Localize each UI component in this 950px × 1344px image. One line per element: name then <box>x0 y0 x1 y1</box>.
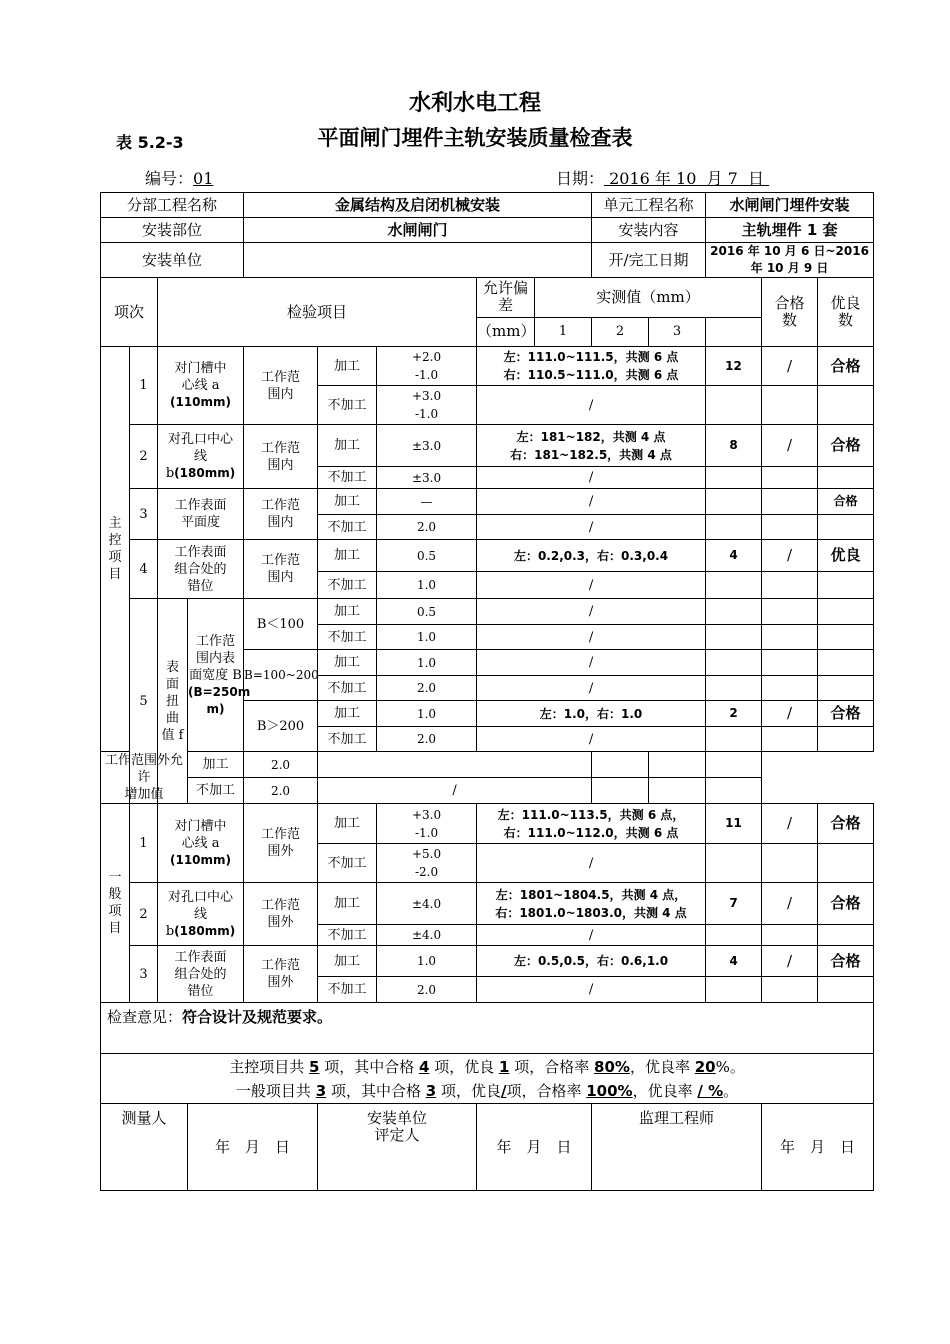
width-range: B=100~200 <box>244 650 318 701</box>
good-count <box>762 925 818 946</box>
process-label: 不加工 <box>318 625 377 650</box>
pass-count <box>706 650 762 676</box>
summary-general: 一般项目共 3 项，其中合格 3 项，优良/项，合格率 100%，优良率 / %。 <box>235 1081 739 1100</box>
info-label: 安装部位 <box>101 218 244 243</box>
item-range: 工作范 围外 <box>244 883 318 946</box>
tolerance: 1.0 <box>377 572 477 599</box>
quality-grade <box>818 727 874 752</box>
measured-value: 左：0.2,0.3，右：0.3,0.4 <box>477 540 706 572</box>
tolerance: +3.0 -1.0 <box>377 804 477 844</box>
outside-allowance: 工作范围外允许 增加值 <box>101 752 188 804</box>
serial-label: 编号： <box>145 169 194 188</box>
quality-grade <box>818 977 874 1003</box>
tolerance: 0.5 <box>377 599 477 625</box>
process-label: 不加工 <box>318 467 377 489</box>
tolerance: 2.0 <box>377 977 477 1003</box>
date-value: 2016 年 10 月 7 日 <box>609 169 765 188</box>
pass-count: 11 <box>706 804 762 844</box>
info-value <box>244 243 592 278</box>
col-unit: （mm） <box>477 317 535 346</box>
pass-count <box>706 625 762 650</box>
item-name: 对门槽中 心线 a (110mm) <box>158 347 244 425</box>
good-count: / <box>762 701 818 727</box>
quality-grade <box>818 650 874 676</box>
measured-value: / <box>477 676 706 701</box>
col-good-count: 优良 数 <box>818 278 874 347</box>
quality-grade: 优良 <box>818 540 874 572</box>
tolerance: ±4.0 <box>377 883 477 925</box>
measurer-label: 测量人 <box>101 1104 188 1191</box>
table-number: 表 5.2-3 <box>116 133 184 152</box>
quality-grade <box>818 844 874 883</box>
date-label: 日期： <box>556 169 605 188</box>
process-label: 加工 <box>318 347 377 386</box>
item-no: 5 <box>130 599 158 804</box>
tolerance: ±3.0 <box>377 425 477 467</box>
measured-value: 左：111.0~113.5，共测 6 点， 右：111.0~112.0，共测 6 点 <box>477 804 706 844</box>
tolerance: 0.5 <box>377 540 477 572</box>
info-value: 金属结构及启闭机械安装 <box>244 193 592 218</box>
item-no: 1 <box>130 804 158 883</box>
quality-grade <box>818 625 874 650</box>
good-count: / <box>762 946 818 977</box>
measurer-date: 年 月 日 <box>188 1104 318 1191</box>
tolerance: 1.0 <box>377 946 477 977</box>
item-name: 对门槽中 心线 a (110mm) <box>158 804 244 883</box>
process-label: 不加工 <box>318 386 377 425</box>
installer-label: 安装单位 评定人 <box>318 1104 477 1191</box>
good-count: / <box>762 883 818 925</box>
quality-grade: 合格 <box>818 425 874 467</box>
col-pass-count: 合格 数 <box>762 278 818 347</box>
col-measured: 实测值（mm） <box>535 278 762 318</box>
table-row <box>101 752 874 778</box>
pass-count <box>706 676 762 701</box>
project-title: 水利水电工程 <box>408 91 541 116</box>
tolerance: 2.0 <box>377 676 477 701</box>
table-row <box>101 778 874 804</box>
tolerance: 2.0 <box>377 727 477 752</box>
measured-value: 左：181~182，共测 4 点 右：181~182.5，共测 4 点 <box>477 425 706 467</box>
item-no: 3 <box>130 489 158 540</box>
tolerance: +5.0 -2.0 <box>377 844 477 883</box>
form-date <box>556 166 769 189</box>
info-row <box>101 218 874 243</box>
pass-count <box>706 572 762 599</box>
info-label: 分部工程名称 <box>101 193 244 218</box>
tolerance: — <box>377 489 477 515</box>
measured-value: 左：0.5,0.5，右：0.6,1.0 <box>477 946 706 977</box>
opinion-text: 符合设计及规范要求。 <box>182 1008 333 1026</box>
measured-value: 左：1801~1804.5，共测 4 点， 右：1801.0~1803.0，共测 4 点 <box>477 883 706 925</box>
good-count: / <box>762 804 818 844</box>
pass-count <box>706 977 762 1003</box>
quality-grade: 合格 <box>818 946 874 977</box>
table-row <box>101 946 874 977</box>
process-label: 加工 <box>318 425 377 467</box>
process-label: 加工 <box>318 701 377 727</box>
item-range: 工作范 围内 <box>244 489 318 540</box>
tolerance: 2.0 <box>244 752 318 778</box>
pass-count: 12 <box>706 347 762 386</box>
measured-value: / <box>477 515 706 540</box>
item-name: 工作表面 组合处的 错位 <box>158 540 244 599</box>
info-value: 2016 年 10 月 6 日~2016 年 10 月 9 日 <box>706 243 874 278</box>
pass-count <box>706 925 762 946</box>
pass-count: 7 <box>706 883 762 925</box>
pass-count: 8 <box>706 425 762 467</box>
pass-count: 4 <box>706 946 762 977</box>
info-value: 水闸闸门埋件安装 <box>706 193 874 218</box>
info-label: 开/完工日期 <box>592 243 706 278</box>
info-row <box>101 193 874 218</box>
tolerance: ±4.0 <box>377 925 477 946</box>
info-value: 水闸闸门 <box>244 218 592 243</box>
quality-grade: 合格 <box>818 347 874 386</box>
pass-count <box>706 844 762 883</box>
process-label: 不加工 <box>318 515 377 540</box>
measured-value: / <box>318 778 592 804</box>
good-count <box>762 727 818 752</box>
summary-main: 主控项目共 5 项，其中合格 4 项，优良 1 项，合格率 80%，优良率 20%。 <box>229 1057 745 1076</box>
quality-grade <box>818 676 874 701</box>
pass-count <box>592 752 649 778</box>
col-item: 项次 <box>101 278 158 347</box>
item-name: 工作表面 平面度 <box>158 489 244 540</box>
item-name: 对孔口中心 线 b(180mm) <box>158 425 244 489</box>
process-label: 不加工 <box>318 727 377 752</box>
item-no: 1 <box>130 347 158 425</box>
width-range: B＞200 <box>244 701 318 752</box>
opinion-row <box>101 1003 874 1054</box>
good-count <box>762 599 818 625</box>
measured-value <box>318 752 592 778</box>
good-count: / <box>762 540 818 572</box>
good-count <box>762 844 818 883</box>
process-label: 不加工 <box>318 925 377 946</box>
table-row <box>101 804 874 844</box>
info-value: 主轨埋件 1 套 <box>706 218 874 243</box>
process-label: 加工 <box>318 650 377 676</box>
info-label: 安装单位 <box>101 243 244 278</box>
measured-value: / <box>477 572 706 599</box>
col-measure-2: 2 <box>592 317 649 346</box>
item-range: 工作范 围内 <box>244 425 318 489</box>
pass-count <box>706 599 762 625</box>
measured-value: / <box>477 925 706 946</box>
item-name: 表 面 扭 曲 值 f <box>158 599 188 804</box>
quality-grade: 合格 <box>818 701 874 727</box>
form-title: 平面闸门埋件主轨安装质量检查表 <box>317 126 633 150</box>
process-label: 加工 <box>188 752 244 778</box>
info-row <box>101 243 874 278</box>
good-count <box>762 386 818 425</box>
measured-value: / <box>477 467 706 489</box>
pass-count <box>706 727 762 752</box>
pass-count: 4 <box>706 540 762 572</box>
process-label: 加工 <box>318 599 377 625</box>
pass-count <box>706 386 762 425</box>
good-count <box>762 676 818 701</box>
process-label: 不加工 <box>188 778 244 804</box>
table-row <box>101 425 874 467</box>
measured-value: / <box>477 625 706 650</box>
good-count <box>762 625 818 650</box>
process-label: 加工 <box>318 540 377 572</box>
col-check: 检验项目 <box>158 278 477 347</box>
col-measure-1: 1 <box>535 317 592 346</box>
summary <box>101 1054 874 1104</box>
process-label: 加工 <box>318 489 377 515</box>
table-row <box>101 883 874 925</box>
process-label: 不加工 <box>318 844 377 883</box>
item-no: 2 <box>130 883 158 946</box>
table-row <box>101 489 874 515</box>
measured-value: / <box>477 650 706 676</box>
good-count <box>649 752 706 778</box>
measured-value: / <box>477 727 706 752</box>
item-range: 工作范 围外 <box>244 946 318 1003</box>
pass-count <box>706 489 762 515</box>
process-label: 加工 <box>318 946 377 977</box>
measured-value: / <box>477 386 706 425</box>
good-count <box>762 489 818 515</box>
item-no: 3 <box>130 946 158 1003</box>
tolerance: +2.0 -1.0 <box>377 347 477 386</box>
col-measure-4 <box>706 317 762 346</box>
installer-date: 年 月 日 <box>477 1104 592 1191</box>
good-count <box>762 515 818 540</box>
table-row <box>101 540 874 572</box>
quality-grade <box>706 778 762 804</box>
tolerance: ±3.0 <box>377 467 477 489</box>
measured-value: / <box>477 977 706 1003</box>
process-label: 不加工 <box>318 977 377 1003</box>
quality-check-table <box>100 192 874 1191</box>
pass-count <box>706 467 762 489</box>
supervisor-label: 监理工程师 <box>592 1104 762 1191</box>
good-count <box>649 778 706 804</box>
quality-grade: 合格 <box>818 489 874 515</box>
col-tolerance: 允许偏差 <box>477 278 535 318</box>
tolerance: 1.0 <box>377 625 477 650</box>
good-count <box>762 650 818 676</box>
item-range: 工作范 围外 <box>244 804 318 883</box>
item-no: 2 <box>130 425 158 489</box>
item-no: 4 <box>130 540 158 599</box>
tolerance: 1.0 <box>377 650 477 676</box>
quality-grade: 合格 <box>818 804 874 844</box>
item-range: 工作范 围内 <box>244 347 318 425</box>
good-count <box>762 467 818 489</box>
pass-count <box>592 778 649 804</box>
measured-value: / <box>477 599 706 625</box>
item-name: 工作表面 组合处的 错位 <box>158 946 244 1003</box>
pass-count: 2 <box>706 701 762 727</box>
process-label: 加工 <box>318 883 377 925</box>
quality-grade <box>818 467 874 489</box>
process-label: 加工 <box>318 804 377 844</box>
item-range: 工作范 围内 <box>244 540 318 599</box>
table-row <box>101 347 874 386</box>
supervisor-date: 年 月 日 <box>762 1104 874 1191</box>
opinion-label: 检查意见： <box>107 1008 183 1026</box>
info-label: 安装内容 <box>592 218 706 243</box>
good-count: / <box>762 347 818 386</box>
tolerance: +3.0 -1.0 <box>377 386 477 425</box>
quality-grade <box>818 515 874 540</box>
serial-value: 01 <box>193 169 214 188</box>
quality-grade <box>818 386 874 425</box>
measured-value: 左：1.0，右：1.0 <box>477 701 706 727</box>
signature-row <box>101 1104 874 1191</box>
group-general: 一 般 项 目 <box>101 804 130 1003</box>
measured-value: 左：111.0~111.5，共测 6 点 右：110.5~111.0，共测 6 点 <box>477 347 706 386</box>
quality-grade <box>706 752 762 778</box>
tolerance: 1.0 <box>377 701 477 727</box>
good-count <box>762 977 818 1003</box>
item-subname: 工作范 围内表 面宽度 B (B=250m m) <box>188 599 244 752</box>
quality-grade <box>818 599 874 625</box>
quality-grade <box>818 572 874 599</box>
quality-grade: 合格 <box>818 883 874 925</box>
serial-number <box>145 166 213 189</box>
col-measure-3: 3 <box>649 317 706 346</box>
group-main-control: 主 控 项 目 <box>101 347 130 752</box>
tolerance: 2.0 <box>244 778 318 804</box>
good-count: / <box>762 425 818 467</box>
measured-value: / <box>477 844 706 883</box>
measured-value: / <box>477 489 706 515</box>
info-label: 单元工程名称 <box>592 193 706 218</box>
tolerance: 2.0 <box>377 515 477 540</box>
process-label: 不加工 <box>318 572 377 599</box>
item-name: 对孔口中心 线 b(180mm) <box>158 883 244 946</box>
column-header-row <box>101 278 874 318</box>
width-range: B＜100 <box>244 599 318 650</box>
table-row <box>101 599 874 625</box>
pass-count <box>706 515 762 540</box>
inspection-opinion <box>101 1003 874 1054</box>
process-label: 不加工 <box>318 676 377 701</box>
summary-row <box>101 1054 874 1104</box>
good-count <box>762 572 818 599</box>
quality-grade <box>818 925 874 946</box>
